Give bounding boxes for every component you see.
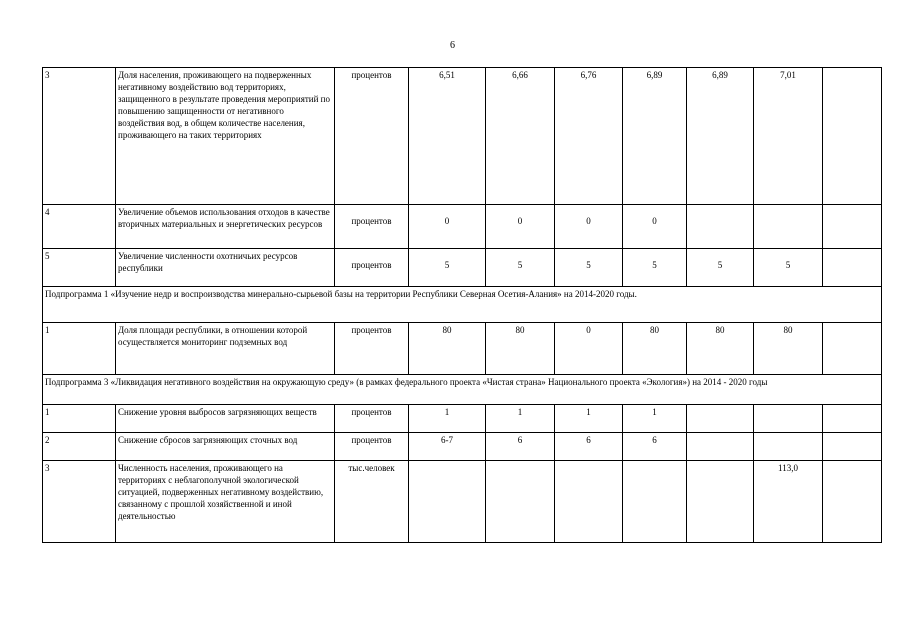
row-number: 3 bbox=[43, 68, 116, 205]
value-cell bbox=[486, 461, 555, 543]
value-cell: 5 bbox=[623, 249, 687, 287]
value-cell: 80 bbox=[687, 323, 754, 375]
value-cell: 5 bbox=[409, 249, 486, 287]
value-cell: 6,89 bbox=[623, 68, 687, 205]
value-cell bbox=[823, 461, 882, 543]
value-cell: 5 bbox=[486, 249, 555, 287]
row-number: 4 bbox=[43, 205, 116, 249]
table-row bbox=[43, 323, 882, 375]
value-cell: 80 bbox=[623, 323, 687, 375]
value-cell: 5 bbox=[754, 249, 823, 287]
unit-cell: процентов bbox=[335, 249, 409, 287]
value-cell: 1 bbox=[623, 405, 687, 433]
value-cell bbox=[687, 405, 754, 433]
value-cell: 80 bbox=[486, 323, 555, 375]
value-cell: 6 bbox=[486, 433, 555, 461]
value-cell bbox=[754, 205, 823, 249]
unit-cell: процентов bbox=[335, 405, 409, 433]
unit-cell: процентов bbox=[335, 433, 409, 461]
row-number: 5 bbox=[43, 249, 116, 287]
value-cell: 80 bbox=[409, 323, 486, 375]
value-cell bbox=[754, 405, 823, 433]
value-cell bbox=[823, 323, 882, 375]
subprogram-heading-row bbox=[43, 375, 882, 405]
table-row bbox=[43, 433, 882, 461]
indicators-table bbox=[42, 67, 882, 543]
indicator-name: Численность населения, проживающего на территориях с неблагополучной экологической ситуацией, подверженных негативному воздействию, связанному с прошлой хозяйственной и иной деятельностью bbox=[116, 461, 335, 543]
value-cell: 6,51 bbox=[409, 68, 486, 205]
indicator-name: Снижение сбросов загрязняющих сточных вод bbox=[116, 433, 335, 461]
indicator-name: Снижение уровня выбросов загрязняющих веществ bbox=[116, 405, 335, 433]
value-cell bbox=[823, 249, 882, 287]
table-row bbox=[43, 405, 882, 433]
value-cell: 0 bbox=[486, 205, 555, 249]
unit-cell: процентов bbox=[335, 205, 409, 249]
value-cell: 6-7 bbox=[409, 433, 486, 461]
table-row bbox=[43, 68, 882, 205]
row-number: 2 bbox=[43, 433, 116, 461]
row-number: 3 bbox=[43, 461, 116, 543]
value-cell: 0 bbox=[623, 205, 687, 249]
table-row bbox=[43, 205, 882, 249]
value-cell: 6 bbox=[555, 433, 623, 461]
subprogram-heading: Подпрограмма 1 «Изучение недр и воспроизводства минерально-сырьевой базы на территории Республики Северная Осетия-Алания» на 2014-2020 годы. bbox=[43, 287, 882, 323]
indicator-name: Увеличение численности охотничьих ресурсов республики bbox=[116, 249, 335, 287]
row-number: 1 bbox=[43, 323, 116, 375]
value-cell bbox=[687, 205, 754, 249]
value-cell bbox=[823, 205, 882, 249]
value-cell bbox=[623, 461, 687, 543]
unit-cell: тыс.человек bbox=[335, 461, 409, 543]
value-cell: 1 bbox=[409, 405, 486, 433]
page-number: 6 bbox=[450, 40, 455, 51]
value-cell: 6 bbox=[623, 433, 687, 461]
value-cell bbox=[754, 433, 823, 461]
value-cell bbox=[823, 405, 882, 433]
value-cell: 0 bbox=[555, 323, 623, 375]
indicator-name: Доля площади республики, в отношении которой осуществляется мониторинг подземных вод bbox=[116, 323, 335, 375]
value-cell bbox=[687, 461, 754, 543]
value-cell: 0 bbox=[555, 205, 623, 249]
table-row bbox=[43, 461, 882, 543]
indicator-name: Увеличение объемов использования отходов в качестве вторичных материальных и энергетических ресурсов bbox=[116, 205, 335, 249]
value-cell bbox=[409, 461, 486, 543]
value-cell bbox=[823, 68, 882, 205]
value-cell: 7,01 bbox=[754, 68, 823, 205]
value-cell bbox=[555, 461, 623, 543]
unit-cell: процентов bbox=[335, 323, 409, 375]
value-cell: 1 bbox=[486, 405, 555, 433]
subprogram-heading-row bbox=[43, 287, 882, 323]
value-cell: 6,76 bbox=[555, 68, 623, 205]
value-cell bbox=[687, 433, 754, 461]
value-cell: 6,89 bbox=[687, 68, 754, 205]
value-cell: 6,66 bbox=[486, 68, 555, 205]
value-cell: 1 bbox=[555, 405, 623, 433]
value-cell: 113,0 bbox=[754, 461, 823, 543]
subprogram-heading: Подпрограмма 3 «Ликвидация негативного воздействия на окружающую среду» (в рамках федерального проекта «Чистая страна» Национального проекта «Экология») на 2014 - 2020 годы bbox=[43, 375, 882, 405]
table-row bbox=[43, 249, 882, 287]
value-cell: 80 bbox=[754, 323, 823, 375]
value-cell: 0 bbox=[409, 205, 486, 249]
value-cell: 5 bbox=[687, 249, 754, 287]
unit-cell: процентов bbox=[335, 68, 409, 205]
value-cell bbox=[823, 433, 882, 461]
value-cell: 5 bbox=[555, 249, 623, 287]
row-number: 1 bbox=[43, 405, 116, 433]
indicator-name: Доля населения, проживающего на подверженных негативному воздействию вод территориях, защищенного в результате проведения мероприятий по повышению защищенности от негативного воздействия вод, в общем количестве населения, проживающего на таких территориях bbox=[116, 68, 335, 205]
